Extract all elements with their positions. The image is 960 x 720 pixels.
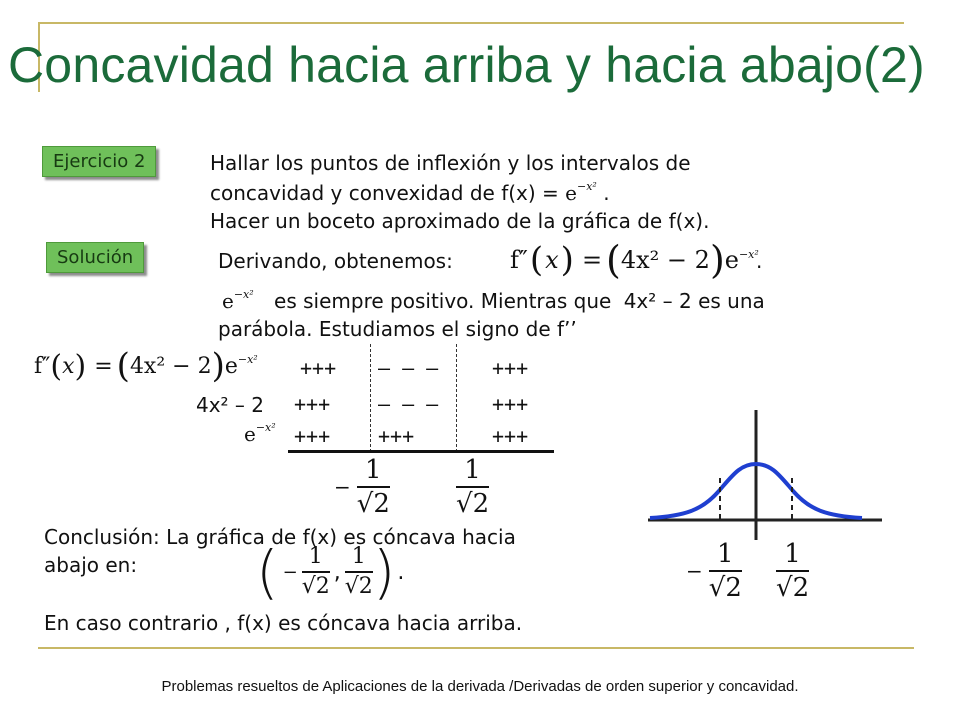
sign-table-row-label-exp: $e^{-x^2}$: [244, 421, 276, 446]
sign-table-f2-label: f″ ( x ) = ( 4x² − 2 ) $e^{-x^2}$: [34, 346, 258, 386]
sign-table-vline-right: [456, 344, 457, 452]
analysis-poly: 4x² – 2: [623, 289, 692, 313]
conclusion-line-2: abajo en:: [44, 553, 138, 577]
conclusion-line-3: En caso contrario , f(x) es cóncava hacia arriba.: [44, 611, 523, 635]
footer-text: Problemas resueltos de Aplicaciones de la derivada /Derivadas de orden superior y concavidad.: [161, 678, 799, 695]
sign-cell-r1-c1: +++: [300, 356, 337, 380]
problem-line-2-text: concavidad y convexidad de f(x) =: [210, 181, 559, 205]
paren-open: (: [529, 240, 544, 280]
sign-cell-r2-c3: +++: [492, 392, 529, 416]
problem-line-2-end: .: [603, 181, 610, 205]
exp-expression: [565, 181, 597, 205]
sign-cell-r3-c3: +++: [492, 424, 529, 448]
graph-critical-left: − $\frac{1}{√2}$: [686, 539, 742, 603]
top-rule: [38, 22, 904, 24]
critical-point-left: − $\frac{1}{√2}$: [334, 455, 390, 519]
exp-power: −x²: [577, 180, 597, 193]
analysis-text-2: es una: [698, 289, 765, 313]
solution-tag: Solución: [46, 242, 144, 273]
paren-close-2: ): [709, 238, 725, 282]
exercise-tag: Ejercicio 2: [42, 146, 156, 177]
sign-cell-r3-c1: +++: [294, 424, 331, 448]
concave-down-interval: ( − $\frac{1}{√2}$ , $\frac{1}{√2}$ ) .: [256, 538, 405, 606]
analysis-line-1: [222, 288, 765, 318]
bell-curve-sketch: [640, 400, 890, 540]
second-derivative-formula: [510, 238, 759, 282]
conclusion-line-1: Conclusión: La gráfica de f(x) es cóncava hacia: [44, 525, 516, 549]
paren-open-2: (: [606, 238, 621, 282]
problem-line-3: Hacer un boceto aproximado de la gráfica de f(x).: [210, 209, 710, 233]
paren-close: ): [560, 240, 574, 280]
sign-cell-r3-c2: +++: [378, 424, 415, 448]
sign-table-row-label-poly: 4x² – 2: [196, 393, 265, 417]
problem-line-1: Hallar los puntos de inflexión y los intervalos de: [210, 151, 691, 175]
page-title: Concavidad hacia arriba y hacia abajo(2): [8, 37, 925, 93]
analysis-text-1: es siempre positivo. Mientras que: [274, 289, 612, 313]
equals-sign: =: [581, 246, 603, 274]
sign-cell-r1-c3: +++: [492, 356, 529, 380]
graph-critical-right: $\frac{1}{√2}$: [776, 539, 810, 603]
poly: 4x² − 2: [620, 246, 710, 274]
sign-cell-r2-c1: +++: [294, 392, 331, 416]
exp-positive: $e^{-x^2}$: [222, 288, 254, 313]
sign-cell-r1-c2: – – –: [378, 356, 439, 380]
problem-line-2: [210, 180, 610, 210]
bottom-rule: [38, 647, 914, 649]
exp-base: e: [565, 181, 578, 205]
f2-label: f″: [510, 246, 528, 274]
analysis-line-2: parábola. Estudiamos el signo de f’’: [218, 317, 577, 341]
sign-table-vline-left: [370, 344, 371, 452]
exp-factor: $e^{-x^2}$: [724, 246, 759, 274]
sign-cell-r2-c2: – – –: [378, 392, 439, 416]
derivation-intro: Derivando, obtenemos:: [218, 249, 453, 273]
derivation-end: .: [756, 249, 763, 273]
critical-point-right: $\frac{1}{√2}$: [456, 455, 490, 519]
x-var: x: [545, 246, 559, 274]
sign-table-underline: [288, 450, 554, 453]
